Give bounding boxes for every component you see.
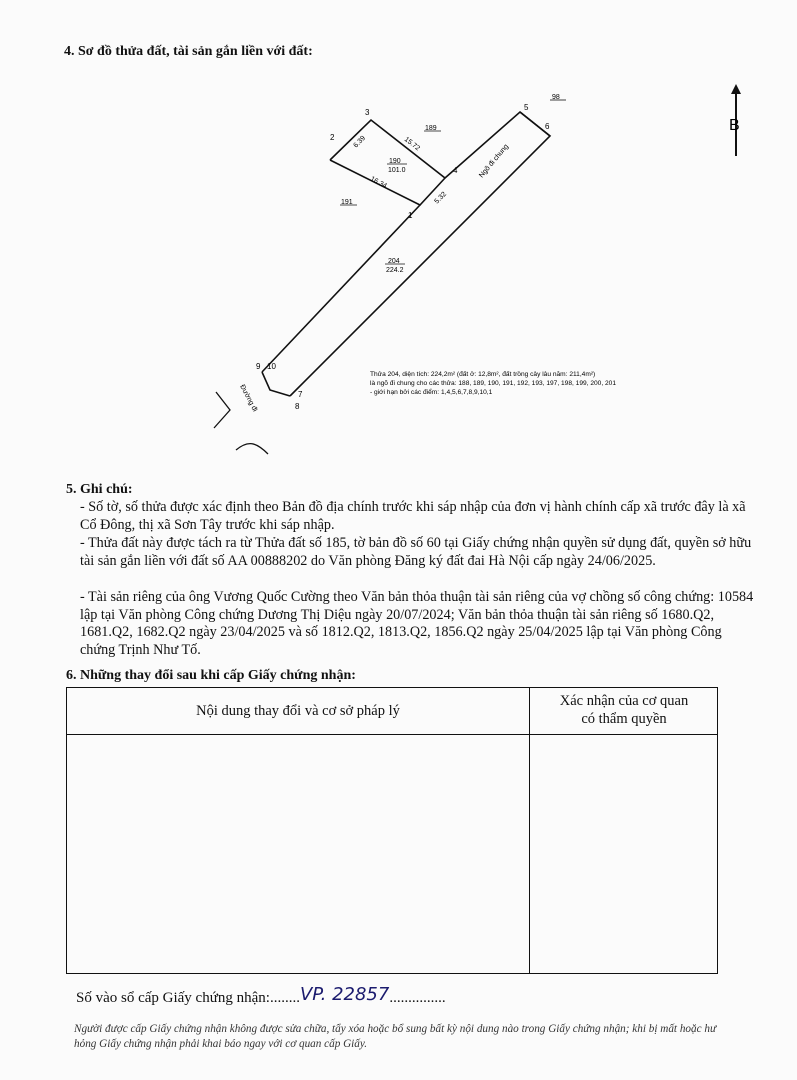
map-legend-line: - giới hạn bởi các điểm: 1,4,5,6,7,8,9,10,1 bbox=[370, 389, 493, 396]
edge-length: 15.72 bbox=[402, 136, 421, 153]
parcel-number: 190 bbox=[389, 158, 401, 165]
parcel-204-lane-end bbox=[262, 372, 290, 396]
point-label: 5 bbox=[524, 103, 529, 112]
parcel-204-lane-edge-right bbox=[290, 112, 550, 396]
registry-value: VP. 22857 bbox=[299, 984, 390, 1005]
parcel-190-boundary bbox=[330, 120, 445, 205]
edge-length: 16.34 bbox=[369, 175, 388, 190]
registry-number-line bbox=[76, 986, 446, 1007]
point-label: 1 bbox=[408, 211, 413, 220]
column-header-line: có thẩm quyền bbox=[581, 711, 667, 727]
section-4-heading: 4. Sơ đồ thửa đất, tài sản gắn liền với đất: bbox=[64, 44, 313, 59]
registry-dots: ............... bbox=[389, 990, 446, 1006]
point-label: 8 bbox=[295, 402, 300, 411]
point-label: 7 bbox=[298, 390, 303, 399]
footer-warning: Người được cấp Giấy chứng nhận không được sửa chữa, tẩy xóa hoặc bổ sung bất kỳ nội dung nào trong Giấy chứng nhận; khi bị mất hoặc hư hỏng Giấy chứng nhận phải khai báo ngay với cơ quan cấp Giấy. bbox=[74, 1023, 717, 1050]
parcel-area: 101.0 bbox=[388, 167, 406, 174]
neighbor-parcel: 191 bbox=[341, 199, 353, 206]
neighbor-parcel: 98 bbox=[552, 94, 560, 101]
changes-table bbox=[66, 687, 718, 974]
point-label: 2 bbox=[330, 133, 335, 142]
registry-dots: ........ bbox=[269, 990, 300, 1006]
north-arrow-icon bbox=[724, 84, 748, 160]
road-label-road: Đường đi bbox=[238, 383, 259, 413]
neighbor-parcel: 189 bbox=[425, 125, 437, 132]
column-header-line: Xác nhận của cơ quan bbox=[559, 693, 689, 709]
map-legend-line: là ngõ đi chung cho các thửa: 188, 189, 190, 191, 192, 193, 197, 198, 199, 200, 201 bbox=[370, 380, 617, 387]
point-label: 3 bbox=[365, 108, 370, 117]
road-stroke bbox=[214, 392, 230, 428]
parcel-204-lane-edge-left bbox=[262, 205, 420, 372]
column-header-confirmation bbox=[529, 692, 719, 728]
parcel-area: 224.2 bbox=[386, 267, 404, 274]
note-item: - Số tờ, số thửa được xác định theo Bản đồ địa chính trước khi sáp nhập của đơn vị hành chính cấp xã trước đây là xã Cổ Đông, thị xã Sơn Tây trước khi sáp nhập. bbox=[80, 499, 746, 533]
parcel-number: 204 bbox=[388, 258, 400, 265]
point-label: 6 bbox=[545, 122, 550, 131]
point-label: 10 bbox=[267, 362, 276, 371]
map-legend-line: Thửa 204, diện tích: 224,2m² (đất ở: 12,8m², đất trồng cây lâu năm: 211,4m²) bbox=[370, 371, 596, 378]
section-5-heading: 5. Ghi chú: bbox=[66, 482, 133, 497]
land-plot-diagram bbox=[0, 0, 797, 480]
north-label: B bbox=[729, 117, 740, 134]
registry-label: Số vào sổ cấp Giấy chứng nhận: bbox=[76, 990, 270, 1006]
point-label: 4 bbox=[453, 166, 458, 175]
road-stroke bbox=[236, 444, 268, 454]
road-label-shared-lane: Ngõ đi chung bbox=[478, 143, 511, 180]
note-item: - Tài sản riêng của ông Vương Quốc Cường theo Văn bản thỏa thuận tài sản riêng của vợ chồng số công chứng: 10584 lập tại Văn phòng Công chứng Dương Thị Diệu ngày 20/07/2024; Văn bản thỏa thuận tài sản riêng số 1680.Q2, 1681.Q2, 1682.Q2 ngày 23/04/2025 và số 1812.Q2, 1813.Q2, 1856.Q2 ngày 25/04/2025 lập tại Văn phòng Công chứng Trịnh Như Tố. bbox=[80, 589, 754, 658]
edge-length: 5.32 bbox=[433, 190, 449, 206]
column-header-content: Nội dung thay đổi và cơ sở pháp lý bbox=[196, 703, 400, 719]
note-item: - Thửa đất này được tách ra từ Thửa đất số 185, tờ bản đồ số 60 tại Giấy chứng nhận quyền sử dụng đất, quyền sở hữu tài sản gắn liền với đất số AA 00888202 do Văn phòng Đăng ký đất đai Hà Nội cấp ngày 24/06/2025. bbox=[80, 535, 752, 569]
section-6-heading: 6. Những thay đổi sau khi cấp Giấy chứng nhận: bbox=[66, 668, 356, 683]
point-label: 9 bbox=[256, 362, 261, 371]
edge-length: 6.39 bbox=[352, 134, 368, 150]
